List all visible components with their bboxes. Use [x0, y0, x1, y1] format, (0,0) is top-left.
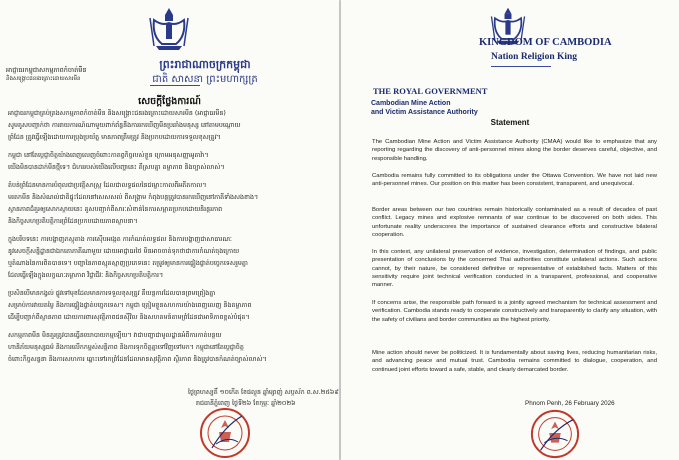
- statement-paragraph: Cambodia remains fully committed to its obligations under the Ottawa Convention. We have not laid new anti-personnel mines. Our position on this matter has been consistent, transparent, and unequivocal.: [372, 173, 657, 188]
- body-line-kh: ឬតំណាងនៃការពិតបានទេ។ បញ្ហានៃភាពស្មុគស្មាញប្រភេទនេះ តម្រូវឲ្យមានការផ្ទៀងផ្ទាត់បច្ចេកទេសរួមគ្នា: [8, 260, 248, 267]
- statement-paragraph: In this context, any unilateral preservation of evidence, investigation, determination of findings, and public presentation of conclusions by the concerned Thai authorities constitute unilateral actions. Such actions cannot, by their nature, be considered definitive or representative of established facts. Matters of this sensitivity require joint technical verification conducted in a transparent, professional, and cooperative manner.: [372, 249, 657, 289]
- body-line-kh: នូវសេចក្តីសន្និដ្ឋានជាឯកតោភាគីណាមួយ ដោយអាជ្ញាធរថៃ មិនអាចចាត់ទុកថាជាការកំណត់ចុងក្រោយ: [8, 248, 240, 255]
- decorative-divider: [150, 85, 200, 86]
- body-line-kh: ចំពោះកិច្ចសន្ទនា និងការសហការ ឆ្ពោះទៅរកព្រំដែនដែលមានសុវត្ថិភាព ស្ថិរភាព និងត្រូវបានកំណត់ច្បាស់លាស់។: [8, 356, 267, 363]
- authority-name-line2-kh: និងសង្គ្រោះជនរងគ្រោះដោយសារមីន: [6, 76, 81, 82]
- body-line-kh: អាជ្ញាធរកម្ពុជាគ្រប់គ្រងសកម្មភាពកំចាត់មីន និងសង្គ្រោះជនរងគ្រោះដោយសារមីន (អាជ្ញាធរមីន): [8, 110, 226, 117]
- kingdom-title: KINGDOM OF CAMBODIA: [479, 37, 612, 48]
- body-line-kh: សកម្មភាពមីន មិនគួរត្រូវបានធ្វើនយោបាយកម្មឡើយ។ វាជាបញ្ហាជាមូលដ្ឋានអំពីការកាត់បន្ថយ: [8, 332, 222, 339]
- national-motto: Nation Religion King: [491, 52, 578, 62]
- body-line-kh: ហានិភ័យមនុស្សធម៌ និងការលើកកម្ពស់សន្តិភាព និងការទុកចិត្តគ្នាទៅវិញទៅមក។ កម្ពុជានៅតែប្តេជ្ញាចិត្ត: [8, 344, 244, 351]
- statement-paragraph: The Cambodian Mine Action and Victim Assistance Authority (CMAA) would like to emphasize that any reporting regarding the discovery of anti-personnel mines along the border deserves careful, objective, and responsible handling.: [372, 139, 657, 162]
- official-seal-stamp-icon: [198, 406, 252, 460]
- decorative-divider: [491, 66, 551, 67]
- body-line-kh: មរតកមីន និងសំណល់ជាតិផ្ទុះដែលនៅសេសសល់ ពីសង្គ្រាម កំពុងបន្តត្រូវបានរកឃើញនៅភាគីទាំងសងខាង។: [8, 194, 259, 201]
- statement-paragraph: Border areas between our two countries remain historically contaminated as a result of decades of past conflict. Legacy mines and explosive remnants of war continue to be discovered on both sides. This unfortunate reality underscores the importance of sustained clearance efforts and constructive bilateral cooperation.: [372, 207, 657, 238]
- body-line-kh: កម្ពុជា នៅតែប្តេជ្ញាចិត្តយ៉ាងពេញលេញចំពោះកាតព្វកិច្ចរបស់ខ្លួន ក្រោមអនុសញ្ញាអូតាវ៉ា។: [8, 152, 209, 159]
- lunar-date-kh: ថ្ងៃព្រហស្បតិ៍ ១០កើត ខែផល្គុន ឆ្នាំម្សាញ់ សប្តស័ក ព.ស.២៥៦៩: [188, 389, 339, 396]
- kingdom-title-kh: ព្រះរាជាណាចក្រកម្ពុជា: [159, 58, 251, 71]
- body-line-kh: ស្ថានភាពដ៏គួរឲ្យសោកស្តាយនេះ គូសបញ្ជាក់ពីសារៈសំខាន់នៃការសម្អាតប្រកបដោយនិរន្តរភាព: [8, 206, 223, 213]
- national-motto-kh: ជាតិ សាសនា ព្រះមហាក្សត្រ: [152, 74, 258, 85]
- body-line-kh: យើងមិនបានដាក់មីនថ្មីទេ។ ជំហររបស់យើងលើបញ្ហានេះ គឺស្របគ្នា តម្លាភាព និងច្បាស់លាស់។: [8, 164, 225, 171]
- body-line-kh: សូមគូសបញ្ជាក់ថា ការរាយការណ៍ណាមួយពាក់ព័ន្ធនឹងការរកឃើញមីនប្រឆាំងមនុស្ស នៅតាមបណ្តោយ: [8, 122, 241, 129]
- authority-name-line1-kh: អាជ្ញាធរកម្ពុជាសកម្មភាពកំចាត់មីន: [6, 66, 87, 74]
- statement-paragraph: If concerns arise, the responsible path forward is a jointly agreed mechanism for technical assessment and verification. Cambodia stands ready to cooperate constructively and transparently to clarify any situation, with the safety of civilians and border communities as the highest priority.: [372, 300, 657, 323]
- statement-title: Statement: [490, 118, 530, 127]
- body-line-kh: ព្រំដែន ត្រូវធ្វើឡើងដោយការប្រុងប្រយ័ត្ន មានភាពត្រឹមត្រូវ និងប្រកបដោយការទទួលខុសត្រូវ។: [8, 134, 221, 141]
- body-line-kh: និងកិច្ចសហប្រតិបត្តិការព្រំដែនប្រកបដោយភាពស្ថាបនា។: [8, 218, 138, 225]
- english-statement-page: [341, 0, 679, 460]
- body-line-kh: តំបន់ព្រំដែនមានការបំពុលជាប្រវត្តិសាស្ត្រ ដែលជាលទ្ធផលនៃជម្លោះកាលពីអតីតកាល។: [8, 182, 207, 189]
- body-line-kh: ដែលធ្វើឡើងក្នុងលក្ខណៈតម្លាភាព វិជ្ជាជីវៈ និងកិច្ចសហប្រតិបត្តិការ។: [8, 272, 164, 279]
- signoff-place-date: Phnom Penh, 26 February 2026: [525, 400, 615, 407]
- government-heading: THE ROYAL GOVERNMENT: [373, 86, 488, 96]
- royal-arms-emblem-icon: [146, 6, 192, 52]
- body-line-kh: សម្រាប់ការវាយតម្លៃ និងការផ្ទៀងផ្ទាត់បច្ចេកទេស។ កម្ពុជា ត្រៀមខ្លួនសហការយ៉ាងពេញលេញ និងតម្លាភាព: [8, 302, 252, 309]
- statement-paragraph: Mine action should never be politicized. It is fundamentally about saving lives, reducing humanitarian risks, and advancing peace and mutual trust. Cambodia remains committed to dialogue, cooperation, and continued joint efforts toward a safe, stable, and clearly demarcated border.: [372, 350, 657, 373]
- authority-name-line1: Cambodian Mine Action: [371, 100, 451, 107]
- body-line-kh: ដើម្បីបញ្ជាក់ពីស្ថានភាព ដោយការពារសុវត្ថិភាពជនស៊ីវិល និងសហគមន៍តាមព្រំដែនជាអាទិភាពខ្ពស់បំផុត។: [8, 314, 250, 321]
- body-line-kh: ក្នុងបរិបទនេះ ការបង្ហាញភស្តុតាង ការស៊ើបអង្កេត ការកំណត់លទ្ធផល និងការបង្ហាញជាសាធារណៈ: [8, 236, 232, 243]
- official-seal-stamp-icon: [529, 408, 581, 460]
- place-date-kh: រាជធានីភ្នំពេញ ថ្ងៃទី២៦ ខែកុម្ភៈ ឆ្នាំ២០២៦: [196, 400, 296, 407]
- body-line-kh: ប្រសិនបើមានកង្វល់ ផ្លូវទៅមុខដែលមានការទទួលខុសត្រូវ គឺយន្តការដែលបានព្រមព្រៀងគ្នា: [8, 290, 216, 297]
- authority-name-line2: and Victim Assistance Authority: [371, 109, 478, 116]
- statement-title-kh: សេចក្តីថ្លែងការណ៍: [138, 96, 201, 107]
- khmer-statement-page: [0, 0, 339, 460]
